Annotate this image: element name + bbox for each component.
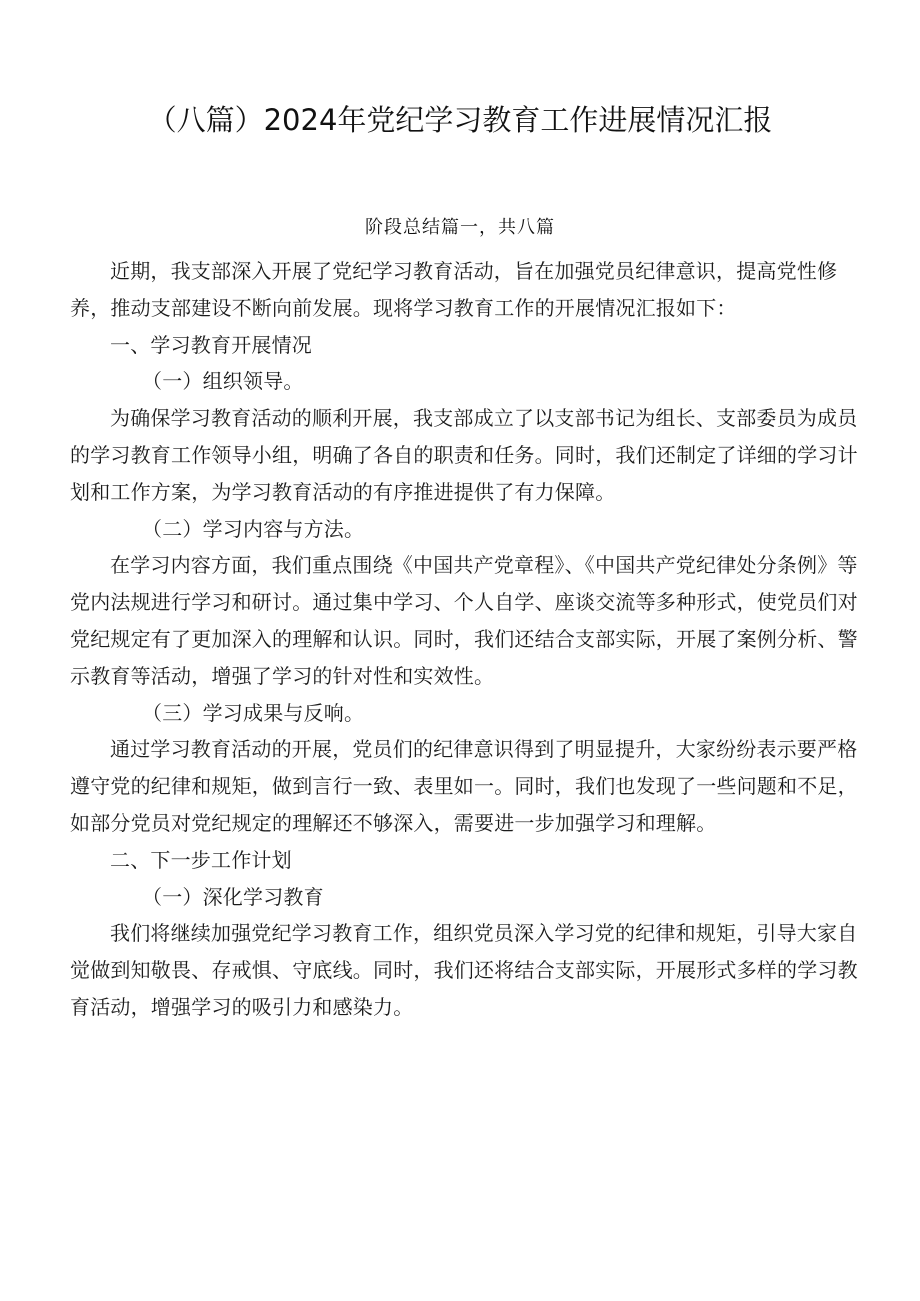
document-subtitle: 阶段总结篇一，共八篇 [365, 217, 555, 238]
section1-sub2-paragraph: 在学习内容方面，我们重点围绕《中国共产党章程》、《中国共产党纪律处分条例》等党内法规进行学习和研讨。通过集中学习、个人自学、座谈交流等多种形式，使党员们对党纪规定有了更加深入的理解和认识。同时，我们还结合支部实际，开展了案例分析、警示教育等活动，增强了学习的针对性和实效性。 [70, 553, 858, 688]
section1-heading: 一、学习教育开展情况 [110, 332, 312, 357]
document-title: （八篇）2024年党纪学习教育工作进展情况汇报 [147, 103, 773, 137]
section1-sub2-heading: （二）学习内容与方法。 [142, 516, 365, 541]
section2-sub1-paragraph: 我们将继续加强党纪学习教育工作，组织党员深入学习党的纪律和规矩，引导大家自觉做到知敬畏、存戒惧、守底线。同时，我们还将结合支部实际，开展形式多样的学习教育活动，增强学习的吸引力和感染力。 [70, 921, 858, 1019]
section1-sub1-heading: （一）组织领导。 [142, 369, 304, 394]
section2-heading: 二、下一步工作计划 [110, 847, 292, 872]
section1-sub3-heading: （三）学习成果与反响。 [142, 700, 365, 725]
intro-paragraph: 近期，我支部深入开展了党纪学习教育活动，旨在加强党员纪律意识，提高党性修养，推动支部建设不断向前发展。现将学习教育工作的开展情况汇报如下： [70, 259, 838, 320]
section2-sub1-heading: （一）深化学习教育 [142, 884, 324, 909]
section1-sub3-paragraph: 通过学习教育活动的开展，党员们的纪律意识得到了明显提升，大家纷纷表示要严格遵守党的纪律和规矩，做到言行一致、表里如一。同时，我们也发现了一些问题和不足，如部分党员对党纪规定的理解还不够深入，需要进一步加强学习和理解。 [70, 737, 858, 835]
document-body [70, 253, 865, 1026]
section1-sub1-paragraph: 为确保学习教育活动的顺利开展，我支部成立了以支部书记为组长、支部委员为成员的学习教育工作领导小组，明确了各自的职责和任务。同时，我们还制定了详细的学习计划和工作方案，为学习教育活动的有序推进提供了有力保障。 [70, 406, 858, 504]
